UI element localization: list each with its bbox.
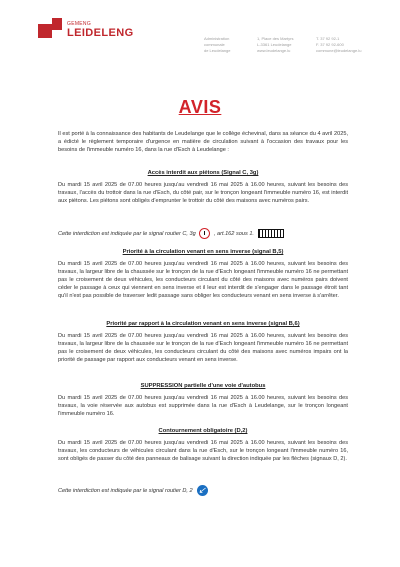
header-column-address (257, 36, 293, 54)
signal-note-c3g (58, 228, 358, 239)
signal-note-text: Cette interdiction est indiquée par le signal routier C, 3g (58, 230, 196, 237)
section-text-detour: Du mardi 15 avril 2025 de 07.00 heures jusqu'au vendredi 16 mai 2025 à 16.00 heures, suivant les besoins des travaux, les conducteurs de véhicules circulant dans la rue d'Esch, sur le tronçon longeant l'immeuble numéro 16, sont obligés de passer du côté des panneaux de balisage suivant la direction indiquée par les flèches (signaux D, 2). (58, 440, 348, 462)
header-line: L-3361 Leudelange (257, 42, 292, 47)
header-column-contact (316, 36, 361, 54)
section-text-priority-oncoming: Du mardi 15 avril 2025 de 07.00 heures jusqu'au vendredi 16 mai 2025 à 16.00 heures, suivant les besoins des travaux, la largeur libre de la chaussée sur le tronçon de la rue d'Esch longeant l'immeuble numéro 16 ne permettant pas le croisement de deux véhicules, les conducteurs circulant du côté des maisons avec numéros pairs doivent céder le passage à ceux qui viennent en sens inverse et il leur est interdit de s'engager dans le passage étroit tant qu'il n'est pas possible de traverser ledit passage sans obliger les conducteurs venant en sens inverse à s'arrêter. (58, 261, 348, 299)
header-line: commune@leudelange.lu (316, 48, 362, 53)
notice-title: AVIS (178, 97, 222, 117)
header-line: communale (204, 42, 225, 47)
header-line: de Leudelange (204, 48, 231, 53)
no-pedestrians-sign-icon (199, 228, 210, 239)
section-text-pedestrian-ban: Du mardi 15 avril 2025 de 07.00 heures jusqu'au vendredi 16 mai 2025 à 16.00 heures, suivant les besoins des travaux, l'accès du trottoir dans la rue d'Esch, du côté pair, sur le tronçon longeant l'immeuble numéro 16, est interdit aux piétons. Les piétons sont obligés d'emprunter le trottoir du côté des maisons avec numéros pairs. (58, 182, 348, 204)
section-text-bus-lane: Du mardi 15 avril 2025 de 07.00 heures jusqu'au vendredi 16 mai 2025 à 16.00 heures, suivant les besoins des travaux, la voie réservée aux autobus est supprimée dans la rue d'Esch à Leudelange, sur le tronçon longeant l'immeuble numéro 16. (58, 395, 348, 417)
municipality-logo (38, 16, 231, 56)
header-column-administration (204, 36, 230, 54)
mandatory-direction-sign-icon (197, 485, 208, 496)
section-heading-detour: Contournement obligatoire (D,2) (158, 428, 248, 434)
section-heading-priority-oncoming: Priorité à la circulation venant en sens inverse (signal B,5) (122, 249, 284, 255)
signal-note-d2 (58, 485, 358, 496)
header-line: T. 37 92 92-1 (316, 36, 340, 41)
header-line: 1, Place des Martyrs (257, 36, 294, 41)
logo-small-text: GEMENG (67, 21, 92, 27)
section-text-priority-over-oncoming: Du mardi 15 avril 2025 de 07.00 heures jusqu'au vendredi 16 mai 2025 à 16.00 heures, suivant les besoins des travaux, la largeur libre de la chaussée sur le tronçon de la rue d'Esch longeant l'immeuble numéro 16 ne permettant pas le croisement de deux véhicules, les conducteurs circulant du côté des maisons avec numéros impairs ont la priorité de passage par rapport aux conducteurs venant en sens inverse. (58, 333, 348, 363)
header-line: Administration (204, 36, 230, 41)
barrier-board-icon (258, 229, 284, 238)
header-line: F. 37 92 92-600 (316, 42, 344, 47)
intro-paragraph: Il est porté à la connaissance des habitants de Leudelange que le collège échevinal, dans sa séance du 4 avril 2025, a édicté le règlement temporaire d'urgence en matière de circulation suivant à l'occasion des travaux pour les besoins de l'immeuble numéro 16, dans la rue d'Esch à Leudelange : (58, 131, 348, 153)
logo-big-text: LEIDELENG (67, 27, 134, 39)
header-line: www.leudelange.lu (257, 48, 291, 53)
signal-note-article: , art.162 sous 1. (213, 230, 254, 237)
section-heading-bus-lane: SUPPRESSION partielle d'une voie d'autobus (140, 383, 266, 389)
section-heading-priority-over-oncoming: Priorité par rapport à la circulation venant en sens inverse (signal B,6) (106, 321, 300, 327)
signal-note-text: Cette interdiction est indiquée par le signal routier D, 2 (58, 487, 193, 494)
logo-mark-accent (52, 18, 62, 30)
section-heading-pedestrian-ban: Accès interdit aux piétons (Signal C, 3g) (147, 170, 259, 176)
logo-mark (38, 24, 52, 38)
